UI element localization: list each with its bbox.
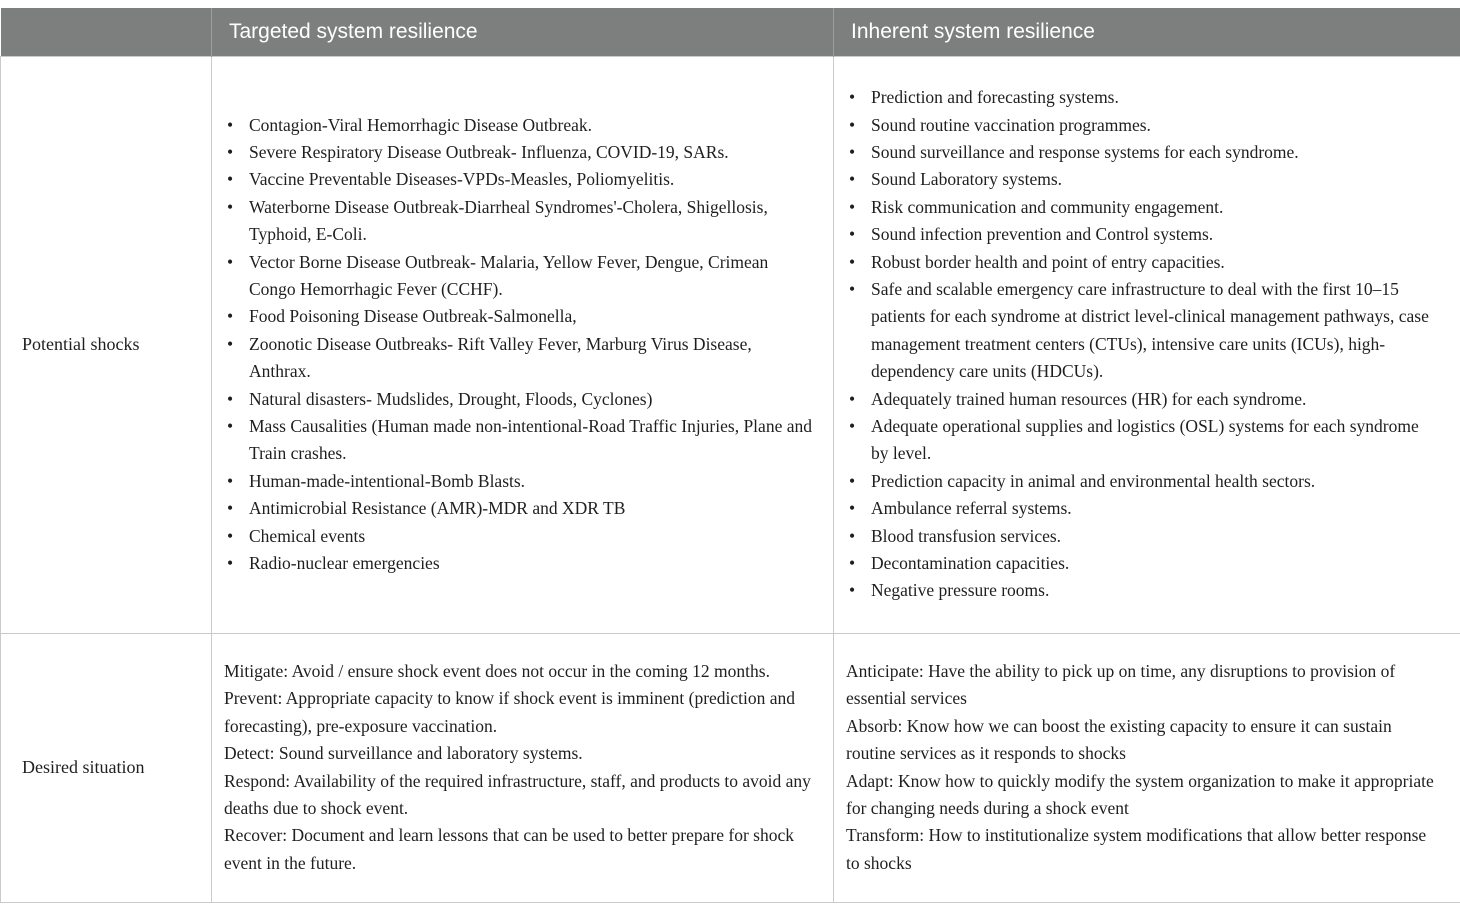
row-desired-situation (1, 633, 1460, 902)
strategy-paragraph: Prevent: Appropriate capacity to know if shock event is imminent (prediction and forecasting), pre-exposure vaccination. (224, 688, 796, 736)
targeted-strategy-paragraphs (224, 658, 817, 877)
capacity-bullet-item: • Adequately trained human resources (HR) for each syndrome. (834, 386, 1440, 413)
cell-desired-targeted (212, 633, 834, 902)
capacity-bullet-item: • Sound Laboratory systems. (834, 166, 1440, 193)
strategy-paragraph: Mitigate: Avoid / ensure shock event does not occur in the coming 12 months. (224, 660, 770, 681)
row-potential-shocks (1, 56, 1460, 633)
cell-shocks-targeted (212, 56, 834, 633)
inherent-capacities-list (834, 84, 1440, 605)
capacity-bullet-item: • Decontamination capacities. (834, 550, 1440, 577)
capacity-bullet-item: • Robust border health and point of entry capacities. (834, 249, 1440, 276)
capacity-bullet-item: • Ambulance referral systems. (834, 495, 1440, 522)
header-row (1, 8, 1460, 56)
strategy-paragraph: Adapt: Know how to quickly modify the system organization to make it appropriate for changing needs during a shock event (846, 770, 1434, 818)
header-inherent-resilience: Inherent system resilience (834, 8, 1460, 56)
strategy-paragraph: Absorb: Know how we can boost the existing capacity to ensure it can sustain routine services as it responds to shocks (846, 715, 1392, 764)
resilience-table (0, 8, 1460, 903)
shock-bullet-item: • Food Poisoning Disease Outbreak-Salmonella, (212, 303, 813, 330)
shock-bullet-item: • Contagion-Viral Hemorrhagic Disease Outbreak. (212, 112, 813, 139)
strategy-paragraph: Respond: Availability of the required infrastructure, staff, and products to avoid any deaths due to shock event. (224, 770, 811, 818)
capacity-bullet-item: • Prediction and forecasting systems. (834, 84, 1440, 111)
strategy-paragraph: Transform: How to institutionalize system modifications that allow better response to shocks (846, 825, 1427, 873)
capacity-bullet-item: • Sound routine vaccination programmes. (834, 112, 1440, 139)
capacity-bullet-item: • Negative pressure rooms. (834, 577, 1440, 604)
shock-bullet-item: • Mass Causalities (Human made non-intentional-Road Traffic Injuries, Plane and Train crashes. (212, 413, 813, 468)
header-corner-cell (1, 8, 212, 56)
shock-bullet-item: • Natural disasters- Mudslides, Drought, Floods, Cyclones) (212, 386, 813, 413)
row-label-potential-shocks: Potential shocks (1, 56, 212, 633)
strategy-paragraph: Detect: Sound surveillance and laboratory systems. (224, 743, 583, 764)
shock-bullet-item: • Waterborne Disease Outbreak-Diarrheal Syndromes'-Cholera, Shigellosis, Typhoid, E-Coli. (212, 194, 813, 249)
capacity-bullet-item: • Prediction capacity in animal and environmental health sectors. (834, 468, 1440, 495)
capacity-bullet-item: • Blood transfusion services. (834, 523, 1440, 550)
shock-bullet-item: • Vector Borne Disease Outbreak- Malaria, Yellow Fever, Dengue, Crimean Congo Hemorrhagic Fever (CCHF). (212, 249, 813, 304)
shock-bullet-item: • Antimicrobial Resistance (AMR)-MDR and XDR TB (212, 495, 813, 522)
capacity-bullet-item: • Sound surveillance and response systems for each syndrome. (834, 139, 1440, 166)
strategy-paragraph: Anticipate: Have the ability to pick up on time, any disruptions to provision of essential services (846, 660, 1396, 709)
shock-bullet-item: • Zoonotic Disease Outbreaks- Rift Valley Fever, Marburg Virus Disease, Anthrax. (212, 331, 813, 386)
header-targeted-resilience: Targeted system resilience (212, 8, 834, 56)
capacity-bullet-item: • Safe and scalable emergency care infrastructure to deal with the first 10–15 patients for each syndrome at district level-clinical management pathways, case management treatment centers (CTUs), intensive care units (ICUs), high-dependency care units (HDCUs). (834, 276, 1440, 386)
shock-bullet-item: • Severe Respiratory Disease Outbreak- Influenza, COVID-19, SARs. (212, 139, 813, 166)
inherent-strategy-paragraphs (846, 658, 1444, 877)
targeted-shocks-list (212, 112, 813, 578)
capacity-bullet-item: • Adequate operational supplies and logistics (OSL) systems for each syndrome by level. (834, 413, 1440, 468)
strategy-paragraph: Recover: Document and learn lessons that can be used to better prepare for shock event in the future. (224, 825, 794, 873)
shock-bullet-item: • Human-made-intentional-Bomb Blasts. (212, 468, 813, 495)
shock-bullet-item: • Vaccine Preventable Diseases-VPDs-Measles, Poliomyelitis. (212, 166, 813, 193)
cell-shocks-inherent (834, 56, 1460, 633)
cell-desired-inherent (834, 633, 1460, 902)
table-figure (0, 8, 1460, 903)
shock-bullet-item: • Chemical events (212, 523, 813, 550)
shock-bullet-item: • Radio-nuclear emergencies (212, 550, 813, 577)
capacity-bullet-item: • Sound infection prevention and Control systems. (834, 221, 1440, 248)
capacity-bullet-item: • Risk communication and community engagement. (834, 194, 1440, 221)
row-label-desired-situation: Desired situation (1, 633, 212, 902)
